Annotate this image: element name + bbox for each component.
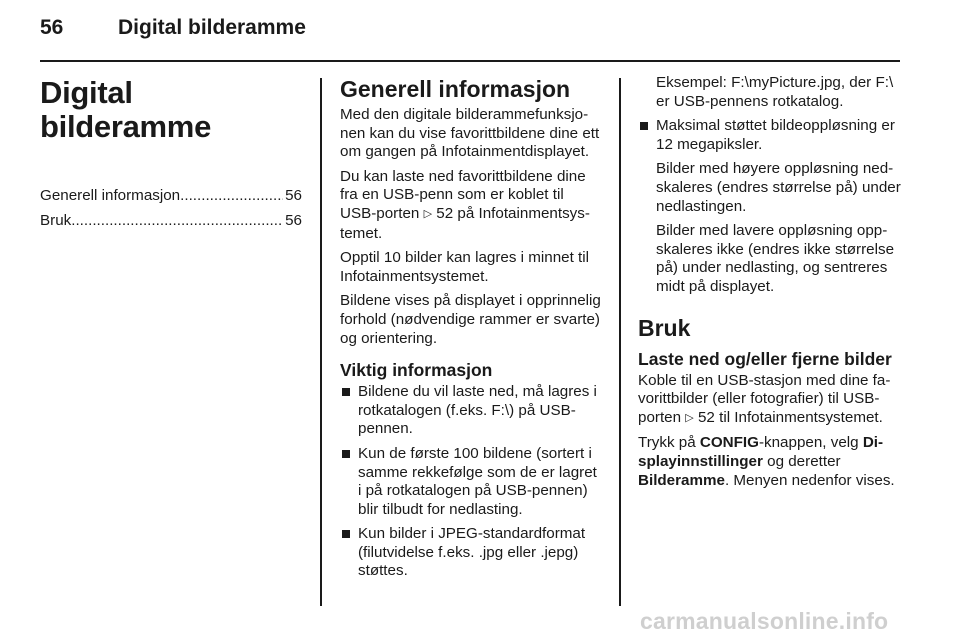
middle-column xyxy=(340,70,604,587)
paragraph xyxy=(638,372,902,429)
paragraph-text: 52 på Infotainmentsystemet. xyxy=(340,204,590,242)
section-heading-usage: Bruk xyxy=(638,314,691,341)
list-item: Maksimal støttet bildeoppløsning er 12 megapiksler. xyxy=(638,117,902,154)
page-reference-arrow-icon: ▷ xyxy=(423,207,433,220)
paragraph-text: Trykk på xyxy=(638,434,700,452)
paragraph: Med den digitale bilderammefunksjonen kan du vise favorittbildene dine ett om gangen på Infotainmentdisplayet. xyxy=(340,106,600,161)
column-divider-2 xyxy=(619,78,621,606)
paragraph-text: . Menyen nedenfor vises. xyxy=(724,471,895,489)
running-header-title: Digital bilderamme xyxy=(118,16,306,39)
subheading-download: Laste ned og/eller fjerne bilder xyxy=(638,348,892,369)
menu-display-settings: Displayinnstillinger xyxy=(638,434,884,470)
sub-paragraph: Bilder med høyere oppløsning nedskaleres (endres størrelse på) under nedlastingen. xyxy=(656,160,901,215)
toc-entry-label: Generell informasjon xyxy=(40,187,181,204)
config-button-label: CONFIG xyxy=(699,434,759,452)
paragraph-text: -knappen, velg xyxy=(758,434,863,452)
list-item: Kun bilder i JPEG-standardformat (filutvidelse f.eks. .jpg eller .jepg) støttes. xyxy=(340,525,604,581)
paragraph-text: 52 til Infotainmentsystemet. xyxy=(693,408,883,426)
header-rule xyxy=(40,60,900,62)
page-number: 56 xyxy=(40,16,64,39)
toc-entry[interactable] xyxy=(40,212,302,233)
bullet-list xyxy=(638,117,902,154)
paragraph xyxy=(340,168,604,243)
watermark-text: carmanualsonline.info xyxy=(640,608,889,634)
bullet-list xyxy=(340,383,604,581)
paragraph: Opptil 10 bilder kan lagres i minnet til Infotainmentsystemet. xyxy=(340,249,590,285)
paragraph-text: og deretter xyxy=(762,452,841,470)
toc-leader-dots xyxy=(180,187,283,206)
sub-paragraph: Bilder med lavere oppløsning oppskaleres ikke (endres ikke størrelse på) under nedlasting, og sentreres midt på displayet. xyxy=(656,222,895,295)
paragraph xyxy=(638,434,902,490)
chapter-title: Digital bilderamme xyxy=(40,75,212,144)
example-text: Eksempel: F:\myPicture.jpg, der F:\ er USB-pennens rotkatalog. xyxy=(656,74,894,110)
toc-entry[interactable] xyxy=(40,187,302,208)
toc-entry-page: 56 xyxy=(285,187,302,204)
page-reference-arrow-icon: ▷ xyxy=(685,411,694,424)
paragraph: Bildene vises på displayet i opprinnelig forhold (nødvendige rammer er svarte) og orientering. xyxy=(340,292,601,347)
toc-entry-label: Bruk xyxy=(40,212,72,229)
section-heading-general: Generell informasjon xyxy=(340,76,571,102)
column-divider-1 xyxy=(320,78,322,606)
paragraph-text: Koble til en USB-stasjon med dine favorittbilder (eller fotografier) til USB-porten xyxy=(638,371,891,426)
list-item: Bildene du vil laste ned, må lagres i rotkatalogen (f.eks. F:\) på USB-pennen. xyxy=(340,383,604,439)
toc-column xyxy=(40,70,302,237)
toc-leader-dots xyxy=(71,212,283,231)
right-column xyxy=(638,74,902,496)
subheading-important: Viktig informasjon xyxy=(340,360,493,381)
menu-picture-frame: Bilderamme xyxy=(638,471,725,489)
paragraph-text: Du kan laste ned favorittbildene dine fra en USB-penn som er koblet til USB-porten xyxy=(340,167,586,222)
list-item: Kun de første 100 bildene (sortert i samme rekkefølge som de er lagret i på rotkatalogen på USB-pennen) blir tilbudt for nedlasting. xyxy=(340,445,604,519)
toc-entry-page: 56 xyxy=(285,212,302,229)
